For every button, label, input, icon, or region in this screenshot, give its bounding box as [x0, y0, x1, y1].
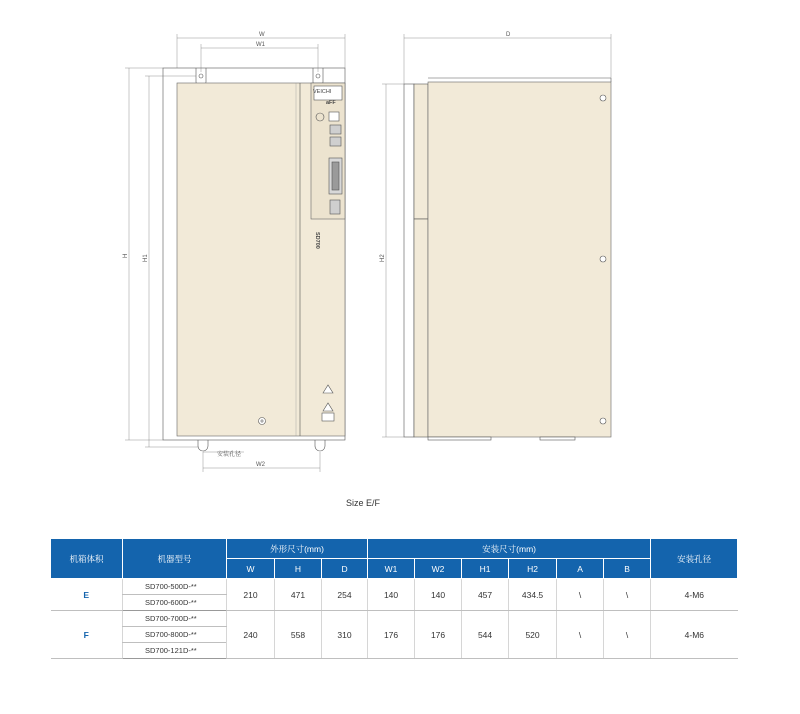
- model-cell: SD700-600D-**: [123, 595, 227, 611]
- cell-H1: 457: [462, 579, 509, 611]
- brand-label: VEICHI: [313, 89, 332, 95]
- subheader-H2: H2: [509, 559, 557, 579]
- model-vertical-label: SD700: [314, 232, 320, 249]
- subheader-W: W: [227, 559, 275, 579]
- cell-B: \: [604, 611, 651, 659]
- cell-hole: 4-M6: [651, 611, 738, 659]
- dim-D: D: [506, 32, 511, 38]
- cell-hole: 4-M6: [651, 579, 738, 611]
- side-view: [404, 78, 611, 440]
- cell-A: \: [557, 579, 604, 611]
- cell-D: 310: [322, 611, 368, 659]
- cell-W1: 140: [368, 579, 415, 611]
- cell-H: 558: [275, 611, 322, 659]
- header-frame: 机箱体积: [51, 539, 123, 579]
- cell-W: 210: [227, 579, 275, 611]
- cell-W2: 176: [415, 611, 462, 659]
- subheader-W2: W2: [415, 559, 462, 579]
- table-row: [51, 579, 738, 595]
- cell-B: \: [604, 579, 651, 611]
- header-mount: 安装尺寸(mm): [368, 539, 651, 559]
- model-cell: SD700-700D-**: [123, 611, 227, 627]
- model-cell: SD700-121D-**: [123, 643, 227, 659]
- model-cell: SD700-500D-**: [123, 579, 227, 595]
- dim-H: H: [123, 253, 129, 258]
- subheader-D: D: [322, 559, 368, 579]
- frame-cell: E: [51, 579, 123, 611]
- cell-D: 254: [322, 579, 368, 611]
- cell-A: \: [557, 611, 604, 659]
- dim-mount-hole: 安装孔径: [217, 452, 242, 458]
- subheader-H1: H1: [462, 559, 509, 579]
- header-outer: 外形尺寸(mm): [227, 539, 368, 559]
- logo-label: aFF: [326, 100, 336, 106]
- cell-H1: 544: [462, 611, 509, 659]
- dim-H1: H1: [143, 254, 149, 262]
- dim-H2: H2: [380, 254, 386, 262]
- cell-H2: 520: [509, 611, 557, 659]
- spec-table: [50, 538, 738, 659]
- dim-W1: W1: [256, 42, 265, 48]
- cell-W1: 176: [368, 611, 415, 659]
- cell-H2: 434.5: [509, 579, 557, 611]
- cell-W: 240: [227, 611, 275, 659]
- table-row: [51, 611, 738, 627]
- dim-W: W: [259, 32, 265, 38]
- subheader-W1: W1: [368, 559, 415, 579]
- cell-W2: 140: [415, 579, 462, 611]
- header-model: 机器型号: [123, 539, 227, 579]
- frame-cell: F: [51, 611, 123, 659]
- figure-caption: Size E/F: [346, 498, 381, 508]
- dim-W2: W2: [256, 462, 265, 468]
- front-view: [163, 68, 345, 451]
- model-cell: SD700-800D-**: [123, 627, 227, 643]
- cell-H: 471: [275, 579, 322, 611]
- header-hole: 安装孔径: [651, 539, 738, 579]
- subheader-B: B: [604, 559, 651, 579]
- subheader-H: H: [275, 559, 322, 579]
- subheader-A: A: [557, 559, 604, 579]
